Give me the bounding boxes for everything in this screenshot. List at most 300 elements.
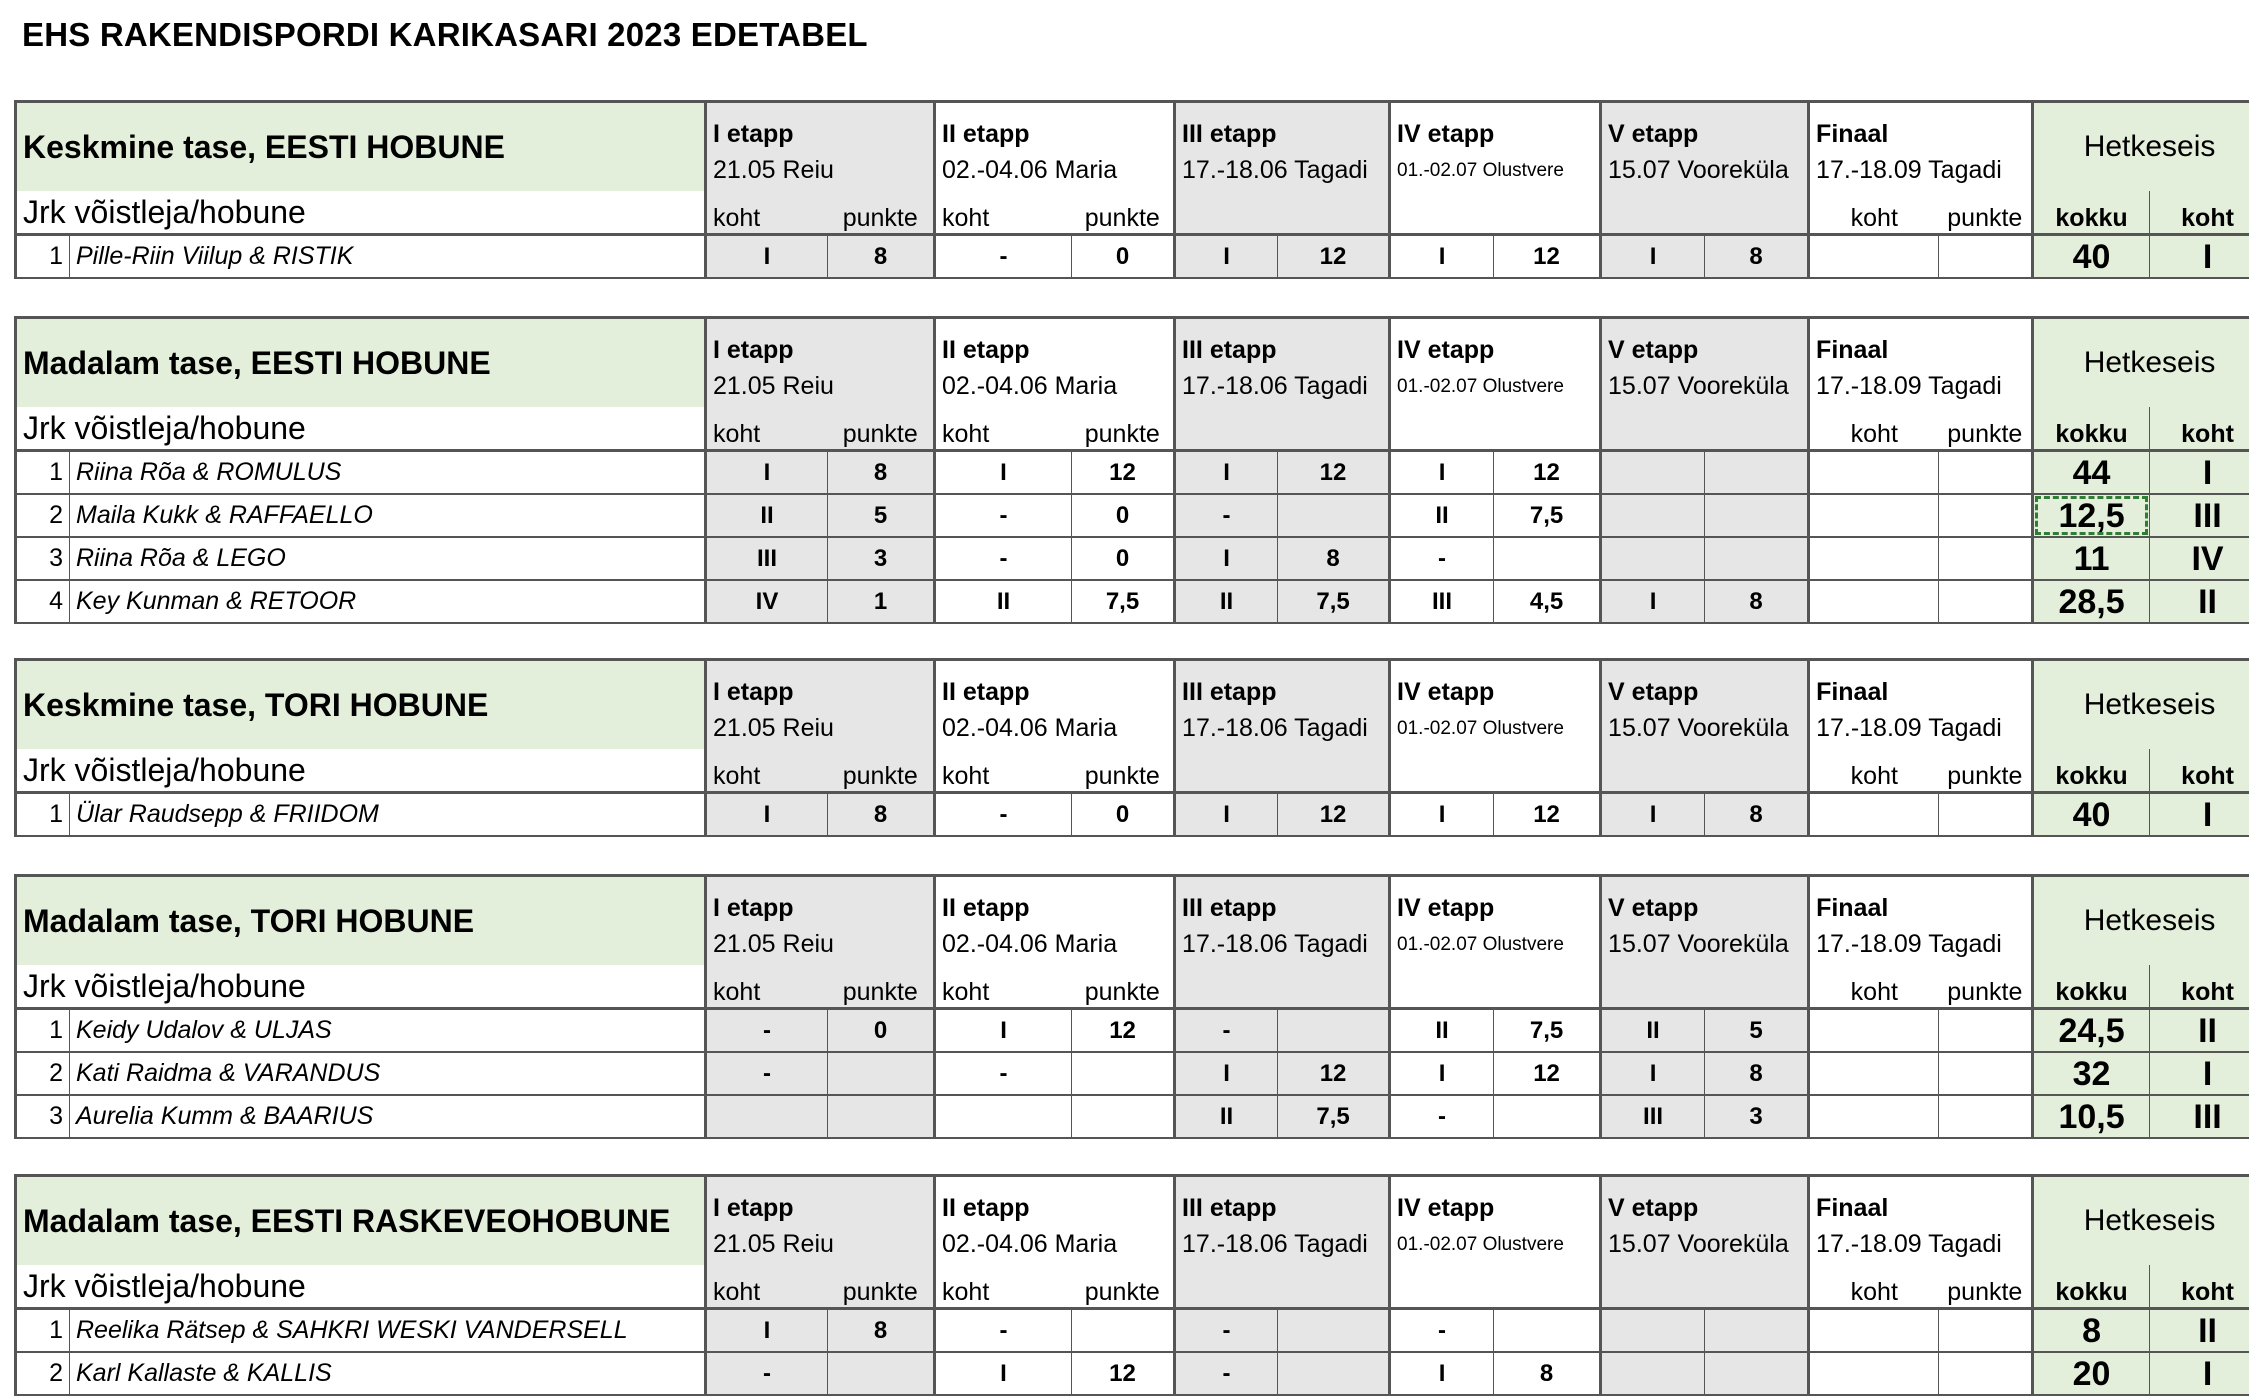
stage-date: 02.-04.06 Maria xyxy=(935,923,1175,965)
stage-points xyxy=(1705,537,1809,580)
stage-points: 8 xyxy=(1705,235,1809,279)
punkte-column-header: punkte xyxy=(1939,191,2033,235)
stage-date: 17.-18.09 Tagadi xyxy=(1809,707,2033,749)
table-row[interactable] xyxy=(16,793,2249,837)
stage-points xyxy=(1939,1095,2033,1138)
stage-points: 8 xyxy=(1705,1052,1809,1095)
stage-date: 01.-02.07 Olustvere xyxy=(1390,923,1601,965)
stage-date: 21.05 Reiu xyxy=(706,923,935,965)
row-number: 1 xyxy=(16,235,70,279)
koht-column-header xyxy=(1601,749,1705,793)
competitor-horse: Reelika Rätsep & SAHKRI WESKI VANDERSELL xyxy=(70,1309,706,1353)
stage-place: - xyxy=(935,235,1072,279)
koht-column-header: koht xyxy=(935,1265,1072,1309)
current-place: II xyxy=(2150,1009,2249,1053)
koht-column-header xyxy=(1175,191,1278,235)
stage-name: Finaal xyxy=(1809,660,2033,708)
kokku-column-header: kokku xyxy=(2033,1265,2150,1309)
stage-name: II etapp xyxy=(935,102,1175,150)
stage-date: 02.-04.06 Maria xyxy=(935,365,1175,407)
stage-name: III etapp xyxy=(1175,660,1390,708)
stage-place: I xyxy=(1175,537,1278,580)
stage-place xyxy=(1809,793,1939,837)
koht-total-column-header: koht xyxy=(2150,965,2249,1009)
stage-points xyxy=(1072,1309,1175,1353)
hetkeseis-header: Hetkeseis xyxy=(2033,1176,2249,1266)
total-points[interactable]: 24,5 xyxy=(2033,1009,2150,1053)
stage-name: I etapp xyxy=(706,876,935,924)
stage-points: 7,5 xyxy=(1072,580,1175,623)
koht-column-header xyxy=(1390,965,1494,1009)
stage-name: I etapp xyxy=(706,1176,935,1224)
stage-points: 0 xyxy=(1072,494,1175,537)
stage-place xyxy=(1601,1309,1705,1353)
punkte-column-header: punkte xyxy=(828,965,935,1009)
stage-points xyxy=(1494,1095,1601,1138)
current-place: I xyxy=(2150,451,2249,495)
table-row[interactable] xyxy=(16,1009,2249,1053)
stage-name: II etapp xyxy=(935,318,1175,366)
stage-name: Finaal xyxy=(1809,102,2033,150)
total-points[interactable]: 8 xyxy=(2033,1309,2150,1353)
table-row[interactable] xyxy=(16,451,2249,495)
competitor-horse: Riina Rõa & LEGO xyxy=(70,537,706,580)
koht-column-header: koht xyxy=(935,965,1072,1009)
stage-place xyxy=(1601,1352,1705,1395)
stage-name: Finaal xyxy=(1809,318,2033,366)
stage-place xyxy=(1809,1352,1939,1395)
table-row[interactable] xyxy=(16,1052,2249,1095)
stage-points: 8 xyxy=(1494,1352,1601,1395)
stage-place xyxy=(1809,494,1939,537)
koht-total-column-header: koht xyxy=(2150,749,2249,793)
stage-date: 01.-02.07 Olustvere xyxy=(1390,707,1601,749)
stage-name: V etapp xyxy=(1601,318,1809,366)
hetkeseis-header: Hetkeseis xyxy=(2033,660,2249,750)
stage-points xyxy=(1705,1309,1809,1353)
stage-points: 7,5 xyxy=(1494,494,1601,537)
hetkeseis-header: Hetkeseis xyxy=(2033,876,2249,966)
stage-points: 8 xyxy=(1278,537,1390,580)
stage-points: 12 xyxy=(1072,451,1175,495)
stage-points xyxy=(1705,451,1809,495)
stage-date: 17.-18.09 Tagadi xyxy=(1809,1223,2033,1265)
category-block xyxy=(14,1174,2236,1396)
stage-date: 17.-18.06 Tagadi xyxy=(1175,365,1390,407)
stage-place: I xyxy=(1175,451,1278,495)
total-points[interactable]: 44 xyxy=(2033,451,2150,495)
row-number: 1 xyxy=(16,1309,70,1353)
punkte-column-header xyxy=(1278,191,1390,235)
current-place: I xyxy=(2150,235,2249,279)
competitor-horse: Aurelia Kumm & BAARIUS xyxy=(70,1095,706,1138)
stage-points: 12 xyxy=(1494,793,1601,837)
stage-date: 02.-04.06 Maria xyxy=(935,1223,1175,1265)
current-place: I xyxy=(2150,1052,2249,1095)
stage-place xyxy=(935,1095,1072,1138)
stage-points: 7,5 xyxy=(1278,580,1390,623)
stage-place xyxy=(1809,451,1939,495)
stage-points xyxy=(1939,537,2033,580)
koht-column-header: koht xyxy=(706,749,828,793)
punkte-column-header: punkte xyxy=(1939,1265,2033,1309)
stage-name: IV etapp xyxy=(1390,318,1601,366)
stage-points xyxy=(828,1095,935,1138)
koht-column-header: koht xyxy=(706,191,828,235)
stage-place: I xyxy=(1390,235,1494,279)
stage-place: IV xyxy=(706,580,828,623)
stage-place: - xyxy=(1175,494,1278,537)
competitor-horse: Key Kunman & RETOOR xyxy=(70,580,706,623)
competitor-horse: Karl Kallaste & KALLIS xyxy=(70,1352,706,1395)
koht-total-column-header: koht xyxy=(2150,191,2249,235)
stage-place xyxy=(1809,235,1939,279)
stage-name: Finaal xyxy=(1809,876,2033,924)
total-points[interactable]: 40 xyxy=(2033,235,2150,279)
total-points[interactable]: 11 xyxy=(2033,537,2150,580)
stage-name: II etapp xyxy=(935,876,1175,924)
stage-place xyxy=(1809,1309,1939,1353)
stage-points: 0 xyxy=(828,1009,935,1053)
total-points[interactable]: 10,5 xyxy=(2033,1095,2150,1138)
jrk-column-header: Jrk võistleja/hobune xyxy=(16,1265,706,1309)
punkte-column-header: punkte xyxy=(1939,749,2033,793)
stage-name: III etapp xyxy=(1175,318,1390,366)
row-number: 1 xyxy=(16,1009,70,1053)
competitor-horse: Kati Raidma & VARANDUS xyxy=(70,1052,706,1095)
punkte-column-header xyxy=(1705,749,1809,793)
punkte-column-header xyxy=(1705,1265,1809,1309)
stage-place: - xyxy=(935,1309,1072,1353)
stage-place: I xyxy=(935,1352,1072,1395)
koht-column-header: koht xyxy=(1809,1265,1939,1309)
current-place: III xyxy=(2150,1095,2249,1138)
stage-place xyxy=(1601,494,1705,537)
standings-table xyxy=(14,658,2249,837)
jrk-column-header: Jrk võistleja/hobune xyxy=(16,191,706,235)
koht-total-column-header: koht xyxy=(2150,1265,2249,1309)
koht-column-header xyxy=(1175,1265,1278,1309)
category-block xyxy=(14,316,2236,624)
stage-place: I xyxy=(1390,793,1494,837)
punkte-column-header: punkte xyxy=(1072,1265,1175,1309)
stage-date: 21.05 Reiu xyxy=(706,149,935,191)
stage-date: 15.07 Vooreküla xyxy=(1601,707,1809,749)
row-number: 2 xyxy=(16,1352,70,1395)
stage-points: 12 xyxy=(1494,451,1601,495)
stage-points: 12 xyxy=(1278,793,1390,837)
stage-date: 21.05 Reiu xyxy=(706,707,935,749)
stage-points: 5 xyxy=(1705,1009,1809,1053)
stage-points: 4,5 xyxy=(1494,580,1601,623)
stage-date: 01.-02.07 Olustvere xyxy=(1390,365,1601,407)
stage-name: I etapp xyxy=(706,318,935,366)
total-points[interactable]: 32 xyxy=(2033,1052,2150,1095)
stage-place: I xyxy=(706,451,828,495)
stage-points xyxy=(1939,793,2033,837)
stage-name: V etapp xyxy=(1601,876,1809,924)
competitor-horse: Maila Kukk & RAFFAELLO xyxy=(70,494,706,537)
stage-points: 12 xyxy=(1494,235,1601,279)
stage-points: 12 xyxy=(1072,1352,1175,1395)
stage-date: 15.07 Vooreküla xyxy=(1601,149,1809,191)
table-row[interactable] xyxy=(16,1095,2249,1138)
koht-column-header xyxy=(1601,191,1705,235)
stage-date: 15.07 Vooreküla xyxy=(1601,1223,1809,1265)
stage-date: 02.-04.06 Maria xyxy=(935,149,1175,191)
jrk-column-header: Jrk võistleja/hobune xyxy=(16,749,706,793)
stage-name: III etapp xyxy=(1175,102,1390,150)
koht-column-header: koht xyxy=(935,407,1072,451)
kokku-column-header: kokku xyxy=(2033,965,2150,1009)
stage-points xyxy=(828,1052,935,1095)
stage-date: 17.-18.09 Tagadi xyxy=(1809,149,2033,191)
stage-date: 17.-18.06 Tagadi xyxy=(1175,707,1390,749)
table-row[interactable] xyxy=(16,235,2249,279)
stage-place: - xyxy=(935,1052,1072,1095)
stage-date: 17.-18.09 Tagadi xyxy=(1809,923,2033,965)
stage-points: 7,5 xyxy=(1494,1009,1601,1053)
stage-place: - xyxy=(1390,1309,1494,1353)
stage-points: 8 xyxy=(828,451,935,495)
stage-place: I xyxy=(1601,793,1705,837)
competitor-horse: Ülar Raudsepp & FRIIDOM xyxy=(70,793,706,837)
category-title: Madalam tase, EESTI HOBUNE xyxy=(16,318,706,408)
jrk-column-header: Jrk võistleja/hobune xyxy=(16,965,706,1009)
stage-points xyxy=(1278,1352,1390,1395)
stage-name: V etapp xyxy=(1601,1176,1809,1224)
stage-points xyxy=(1939,1052,2033,1095)
punkte-column-header: punkte xyxy=(828,191,935,235)
stage-date: 17.-18.09 Tagadi xyxy=(1809,365,2033,407)
stage-name: III etapp xyxy=(1175,876,1390,924)
koht-column-header xyxy=(1175,749,1278,793)
stage-place: II xyxy=(1175,1095,1278,1138)
stage-name: IV etapp xyxy=(1390,102,1601,150)
punkte-column-header xyxy=(1705,407,1809,451)
table-row[interactable] xyxy=(16,580,2249,623)
kokku-column-header: kokku xyxy=(2033,407,2150,451)
current-place: II xyxy=(2150,1309,2249,1353)
stage-place: I xyxy=(1175,235,1278,279)
standings-table xyxy=(14,874,2249,1139)
stage-name: III etapp xyxy=(1175,1176,1390,1224)
stage-points: 12 xyxy=(1278,235,1390,279)
standings-table xyxy=(14,100,2249,279)
stage-points xyxy=(1278,494,1390,537)
koht-column-header xyxy=(1175,407,1278,451)
stage-place: I xyxy=(1601,580,1705,623)
stage-points xyxy=(1939,1352,2033,1395)
row-number: 1 xyxy=(16,451,70,495)
stage-place xyxy=(1809,580,1939,623)
stage-place xyxy=(1809,1095,1939,1138)
total-points[interactable]: 20 xyxy=(2033,1352,2150,1395)
stage-place: I xyxy=(706,235,828,279)
koht-total-column-header: koht xyxy=(2150,407,2249,451)
total-points[interactable]: 28,5 xyxy=(2033,580,2150,623)
punkte-column-header: punkte xyxy=(1072,191,1175,235)
stage-points: 8 xyxy=(828,1309,935,1353)
punkte-column-header xyxy=(1494,1265,1601,1309)
stage-place: I xyxy=(935,1009,1072,1053)
stage-points: 1 xyxy=(828,580,935,623)
stage-points: 0 xyxy=(1072,235,1175,279)
standings-table xyxy=(14,316,2249,624)
current-place: IV xyxy=(2150,537,2249,580)
koht-column-header xyxy=(1390,749,1494,793)
stage-place: - xyxy=(935,494,1072,537)
stage-points: 8 xyxy=(1705,793,1809,837)
punkte-column-header: punkte xyxy=(1072,407,1175,451)
stage-date: 21.05 Reiu xyxy=(706,1223,935,1265)
stage-points: 8 xyxy=(828,235,935,279)
stage-place: II xyxy=(1390,494,1494,537)
stage-place: II xyxy=(706,494,828,537)
stage-date: 02.-04.06 Maria xyxy=(935,707,1175,749)
stage-date: 17.-18.06 Tagadi xyxy=(1175,1223,1390,1265)
stage-place: - xyxy=(706,1352,828,1395)
stage-name: I etapp xyxy=(706,102,935,150)
stage-name: Finaal xyxy=(1809,1176,2033,1224)
punkte-column-header: punkte xyxy=(1072,965,1175,1009)
stage-place: III xyxy=(1601,1095,1705,1138)
stage-name: V etapp xyxy=(1601,102,1809,150)
koht-column-header: koht xyxy=(935,191,1072,235)
current-place: I xyxy=(2150,793,2249,837)
competitor-horse: Pille-Riin Viilup & RISTIK xyxy=(70,235,706,279)
category-block xyxy=(14,100,2236,279)
koht-column-header xyxy=(1390,1265,1494,1309)
punkte-column-header xyxy=(1494,965,1601,1009)
hetkeseis-header: Hetkeseis xyxy=(2033,102,2249,192)
punkte-column-header: punkte xyxy=(828,1265,935,1309)
punkte-column-header xyxy=(1278,749,1390,793)
stage-points xyxy=(1939,1009,2033,1053)
stage-points: 7,5 xyxy=(1278,1095,1390,1138)
stage-points xyxy=(828,1352,935,1395)
stage-points xyxy=(1278,1309,1390,1353)
category-title: Keskmine tase, EESTI HOBUNE xyxy=(16,102,706,192)
row-number: 3 xyxy=(16,1095,70,1138)
stage-place: I xyxy=(1601,1052,1705,1095)
stage-place: I xyxy=(935,451,1072,495)
stage-name: IV etapp xyxy=(1390,1176,1601,1224)
standings-table xyxy=(14,1174,2249,1396)
stage-place xyxy=(1809,1052,1939,1095)
punkte-column-header: punkte xyxy=(1939,965,2033,1009)
stage-points: 8 xyxy=(828,793,935,837)
koht-column-header: koht xyxy=(1809,407,1939,451)
koht-column-header: koht xyxy=(1809,191,1939,235)
stage-date: 01.-02.07 Olustvere xyxy=(1390,1223,1601,1265)
stage-place: II xyxy=(1175,580,1278,623)
current-place: III xyxy=(2150,494,2249,537)
punkte-column-header xyxy=(1278,407,1390,451)
table-row[interactable] xyxy=(16,1352,2249,1395)
stage-points xyxy=(1494,537,1601,580)
row-number: 3 xyxy=(16,537,70,580)
stage-place: - xyxy=(1175,1352,1278,1395)
kokku-column-header: kokku xyxy=(2033,749,2150,793)
stage-place: I xyxy=(1601,235,1705,279)
koht-column-header: koht xyxy=(1809,965,1939,1009)
stage-points: 3 xyxy=(828,537,935,580)
total-points[interactable]: 40 xyxy=(2033,793,2150,837)
stage-place: I xyxy=(1175,793,1278,837)
competitor-horse: Keidy Udalov & ULJAS xyxy=(70,1009,706,1053)
category-block xyxy=(14,874,2236,1139)
stage-points: 5 xyxy=(828,494,935,537)
stage-points xyxy=(1939,1309,2033,1353)
stage-points xyxy=(1072,1052,1175,1095)
stage-points xyxy=(1705,1352,1809,1395)
stage-place: - xyxy=(706,1052,828,1095)
stage-place xyxy=(706,1095,828,1138)
total-points[interactable]: 12,5 xyxy=(2033,494,2150,537)
koht-column-header: koht xyxy=(706,1265,828,1309)
koht-column-header xyxy=(1601,1265,1705,1309)
current-place: II xyxy=(2150,580,2249,623)
stage-name: V etapp xyxy=(1601,660,1809,708)
stage-place: II xyxy=(935,580,1072,623)
punkte-column-header xyxy=(1705,965,1809,1009)
stage-place: - xyxy=(1390,1095,1494,1138)
stage-name: II etapp xyxy=(935,660,1175,708)
stage-points xyxy=(1494,1309,1601,1353)
stage-place: III xyxy=(706,537,828,580)
row-number: 2 xyxy=(16,1052,70,1095)
stage-points: 0 xyxy=(1072,537,1175,580)
stage-place: - xyxy=(1390,537,1494,580)
category-title: Madalam tase, TORI HOBUNE xyxy=(16,876,706,966)
stage-place xyxy=(1809,1009,1939,1053)
stage-place xyxy=(1601,537,1705,580)
stage-place: I xyxy=(706,1309,828,1353)
current-place: I xyxy=(2150,1352,2249,1395)
stage-place: II xyxy=(1601,1009,1705,1053)
table-row[interactable] xyxy=(16,537,2249,580)
stage-place: II xyxy=(1390,1009,1494,1053)
stage-place: I xyxy=(1175,1052,1278,1095)
stage-name: IV etapp xyxy=(1390,876,1601,924)
stage-place xyxy=(1809,537,1939,580)
table-row[interactable] xyxy=(16,1309,2249,1353)
stage-place: - xyxy=(935,793,1072,837)
punkte-column-header xyxy=(1494,407,1601,451)
row-number: 1 xyxy=(16,793,70,837)
stage-place: I xyxy=(1390,451,1494,495)
koht-column-header xyxy=(1175,965,1278,1009)
stage-place: I xyxy=(1390,1052,1494,1095)
stage-points: 12 xyxy=(1072,1009,1175,1053)
stage-place: I xyxy=(1390,1352,1494,1395)
punkte-column-header xyxy=(1278,1265,1390,1309)
stage-place: III xyxy=(1390,580,1494,623)
koht-column-header: koht xyxy=(935,749,1072,793)
punkte-column-header xyxy=(1494,749,1601,793)
table-row[interactable] xyxy=(16,494,2249,537)
punkte-column-header: punkte xyxy=(1939,407,2033,451)
stage-points: 12 xyxy=(1278,1052,1390,1095)
koht-column-header xyxy=(1601,965,1705,1009)
punkte-column-header xyxy=(1705,191,1809,235)
stage-date: 21.05 Reiu xyxy=(706,365,935,407)
category-title: Keskmine tase, TORI HOBUNE xyxy=(16,660,706,750)
stage-date: 15.07 Vooreküla xyxy=(1601,365,1809,407)
stage-date: 17.-18.06 Tagadi xyxy=(1175,923,1390,965)
competitor-horse: Riina Rõa & ROMULUS xyxy=(70,451,706,495)
